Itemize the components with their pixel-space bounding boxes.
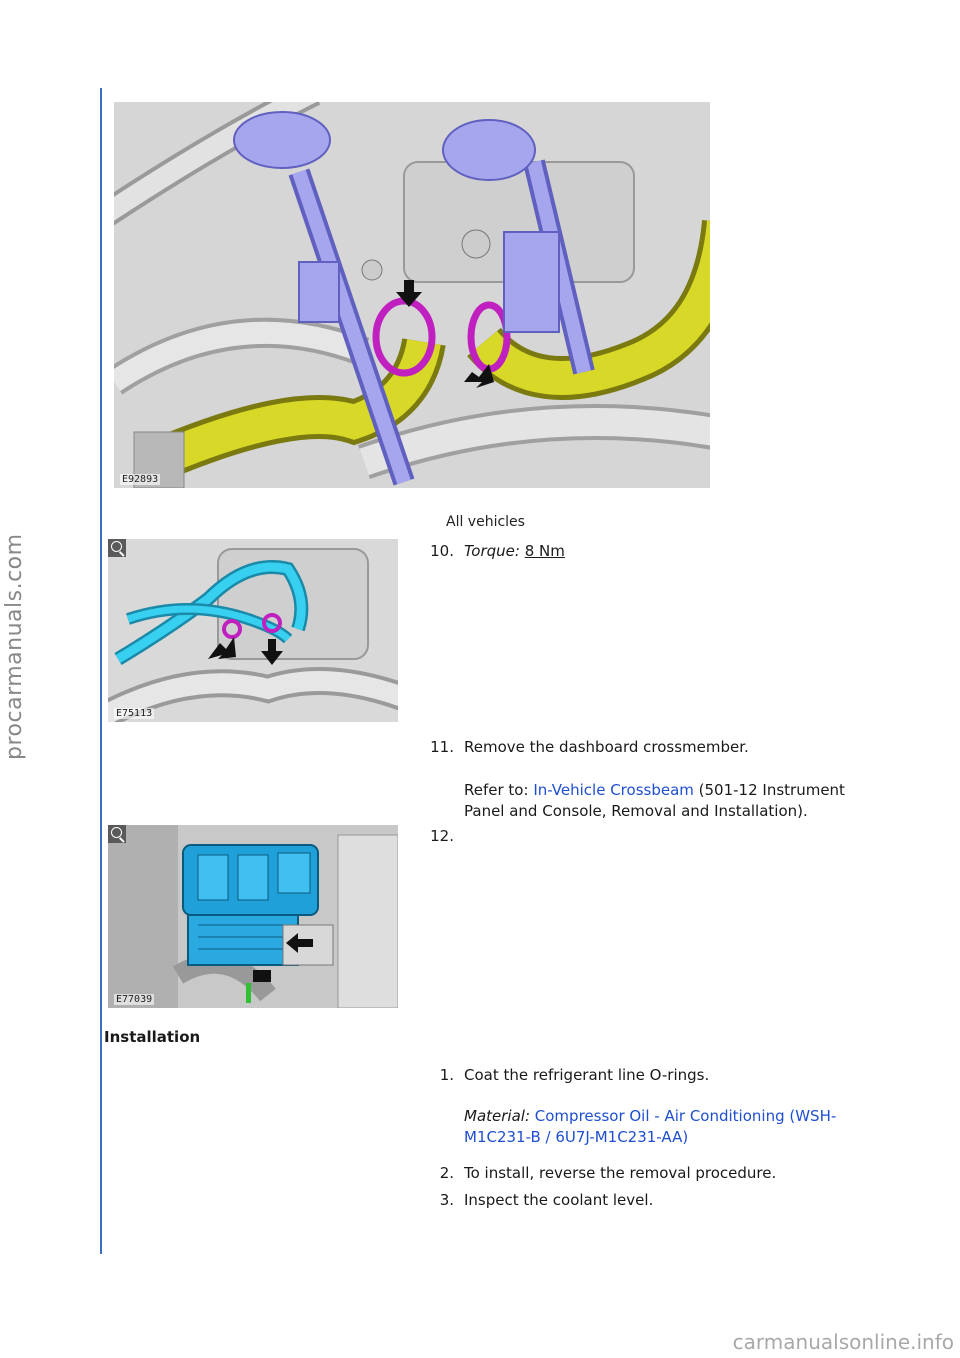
step-12-illustration[interactable]: [108, 825, 398, 1008]
step-10-illustration[interactable]: [108, 539, 398, 722]
zoom-icon[interactable]: [108, 539, 126, 557]
main-illustration: [114, 102, 710, 488]
zoom-icon[interactable]: [108, 825, 126, 843]
step-number: 10.: [430, 542, 454, 560]
figure-code: E75113: [116, 708, 153, 719]
step-number: 12.: [430, 827, 454, 845]
figure-code: E77039: [116, 994, 153, 1005]
material-label: Material:: [464, 1107, 530, 1125]
figure-code: E92893: [122, 474, 159, 485]
step-number: 3.: [439, 1191, 454, 1209]
side-watermark: procarmanuals.com: [2, 533, 27, 760]
refer-label: Refer to:: [464, 781, 529, 799]
step-number: 2.: [439, 1164, 454, 1182]
refer-suffix: (501-12 Instrument Panel and Console, Removal and Installation).: [464, 781, 845, 820]
step-text: Remove the dashboard crossmember.: [464, 738, 749, 756]
margin-rule: [100, 88, 102, 1254]
torque-label: Torque:: [464, 542, 520, 560]
compressor-oil-link[interactable]: Compressor Oil - Air Conditioning (WSH-M1C231-B / 6U7J-M1C231-AA): [464, 1107, 837, 1146]
installation-heading: Installation: [104, 1028, 201, 1046]
torque-value: 8 Nm: [524, 542, 565, 560]
crossbeam-link[interactable]: In-Vehicle Crossbeam: [533, 781, 694, 799]
figure-caption: All vehicles: [446, 514, 525, 530]
step-text: Inspect the coolant level.: [464, 1191, 654, 1209]
bottom-watermark: carmanualsonline.info: [732, 1330, 954, 1354]
step-text: To install, reverse the removal procedure.: [464, 1164, 777, 1182]
step-number: 1.: [439, 1066, 454, 1084]
step-number: 11.: [430, 738, 454, 756]
step-text: Coat the refrigerant line O-rings.: [464, 1066, 710, 1084]
